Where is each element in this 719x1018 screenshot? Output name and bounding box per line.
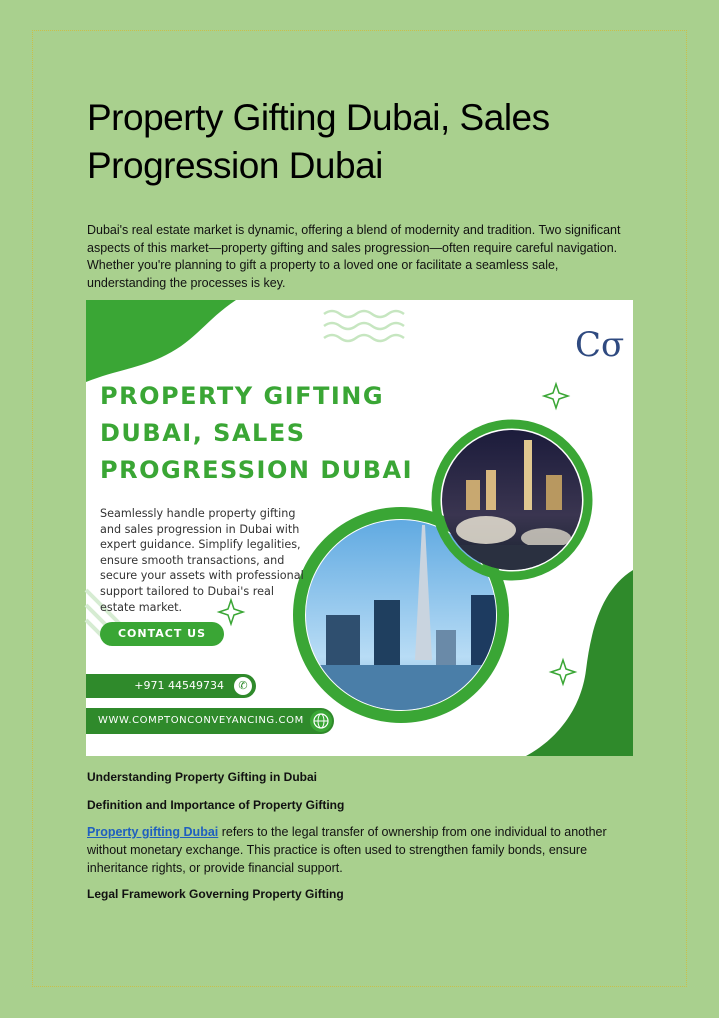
banner-headline-line2: DUBAI, SALES (100, 419, 306, 447)
banner-headline-line3: PROGRESSION DUBAI (100, 456, 414, 484)
section-heading-legal: Legal Framework Governing Property Gifting (87, 887, 344, 901)
definition-paragraph (87, 823, 627, 877)
banner-headline-line1: PROPERTY GIFTING (100, 382, 385, 410)
svg-text:Cσ: Cσ (575, 325, 625, 365)
sparkle-icon (551, 660, 575, 684)
globe-icon (310, 710, 332, 732)
banner-headline (100, 378, 460, 489)
intro-paragraph: Dubai's real estate market is dynamic, offering a blend of modernity and tradition. Two significant aspects of this market—property gifting and sales progression—often require careful navigation. Whether you're planning to gift a property to a loved one or facilitate a seamless sale, understanding the processes is key. (87, 223, 621, 290)
phone-number: +971 44549734 (86, 674, 256, 698)
page-title: Property Gifting Dubai, Sales Progression Dubai (87, 97, 550, 186)
phone-icon: ✆ (234, 677, 252, 695)
section-heading-understanding: Understanding Property Gifting in Dubai (87, 770, 318, 784)
definition-paragraph-text: refers to the legal transfer of ownership from one individual to another without monetary exchange. This practice is often used to strengthen family bonds, ensure inheritance rights, or provide financial support. (87, 825, 607, 875)
section-heading-definition: Definition and Importance of Property Gifting (87, 798, 345, 812)
green-blob-bottom-right (526, 570, 633, 756)
green-blob-top-left (86, 300, 236, 382)
contact-us-button[interactable]: CONTACT US (100, 622, 224, 646)
banner-image (86, 300, 633, 756)
wave-lines-icon (324, 311, 404, 341)
company-logo (573, 322, 625, 368)
sparkle-icon (544, 384, 568, 408)
website-url: WWW.COMPTONCONVEYANCING.COM (86, 708, 334, 734)
banner-description: Seamlessly handle property gifting and sales progression in Dubai with expert guidance. Simplify legalities, ensure smooth transactions, and secure your assets with professional support tailored to Dubai's real estate market. (100, 507, 304, 614)
property-gifting-link[interactable]: Property gifting Dubai (87, 825, 219, 839)
